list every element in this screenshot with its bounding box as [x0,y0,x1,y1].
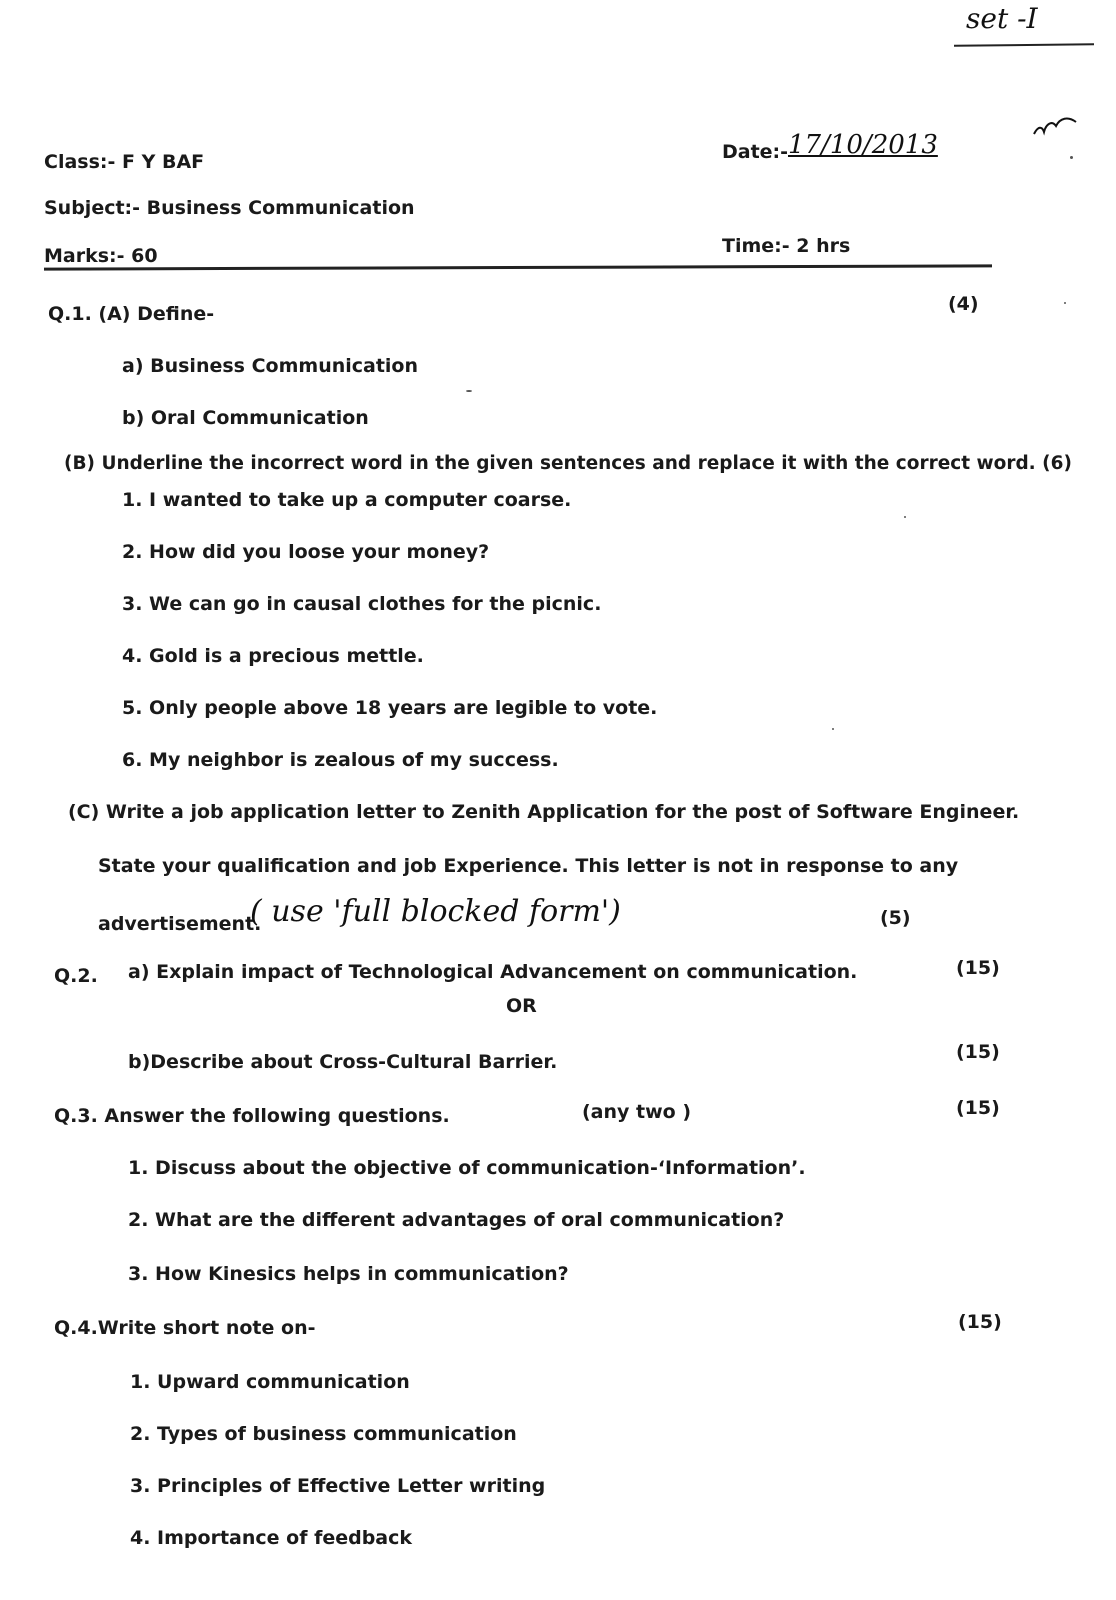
q1-c-marks: (5) [880,907,911,929]
subject-label: Subject:- Business Communication [44,197,415,219]
speck [1070,156,1073,159]
q4-item: 4. Importance of feedback [130,1527,413,1549]
signature-mark [1030,112,1080,142]
set-label-underline [954,43,1094,46]
speck [832,728,834,730]
q4-item: 3. Principles of Effective Letter writing [130,1475,546,1497]
q1-b-item: 1. I wanted to take up a computer coarse. [122,489,572,511]
class-label: Class:- F Y BAF [44,151,205,173]
q4-marks: (15) [958,1311,1002,1333]
q2-a: a) Explain impact of Technological Advancement on communication. [128,961,858,983]
q1-b-item: 4. Gold is a precious mettle. [122,645,424,667]
q1-c-handnote: ( use 'full blocked form') [250,894,621,929]
q3-marks: (15) [956,1097,1000,1119]
speck [904,516,906,518]
q1-a-marks: (4) [948,293,979,315]
time-label: Time:- 2 hrs [722,235,851,257]
q4-item: 2. Types of business communication [130,1423,517,1445]
q1-a-item: a) Business Communication [122,355,419,377]
q4-item: 1. Upward communication [130,1371,410,1393]
q1-c-line: (C) Write a job application letter to Zenith Application for the post of Software Engineer. [68,801,1020,823]
q1-b-item: 5. Only people above 18 years are legible to vote. [122,697,658,719]
q2-b: b)Describe about Cross-Cultural Barrier. [128,1051,558,1073]
q1-a-item: b) Oral Communication [122,407,369,429]
date-label: Date:- [722,141,789,163]
set-label: set -I [966,2,1038,35]
header-divider [44,264,992,270]
q2-b-marks: (15) [956,1041,1000,1063]
speck [466,390,472,392]
q3-item: 2. What are the different advantages of oral communication? [128,1209,785,1231]
q1-b-heading: (B) Underline the incorrect word in the given sentences and replace it with the correct word. (6) [64,453,1072,474]
q3-heading: Q.3. Answer the following questions. [54,1105,450,1127]
speck [1064,302,1066,304]
q3-item: 3. How Kinesics helps in communication? [128,1263,569,1285]
q1-b-item: 2. How did you loose your money? [122,541,490,563]
q2-a-marks: (15) [956,957,1000,979]
q1-b-item: 3. We can go in causal clothes for the picnic. [122,593,602,615]
q2-or: OR [506,995,537,1017]
q3-choice: (any two ) [582,1101,692,1123]
q1-c-line: advertisement. [98,913,262,935]
date-value: 17/10/2013 [788,130,938,160]
q3-item: 1. Discuss about the objective of communication-‘Information’. [128,1157,806,1179]
q2-label: Q.2. [54,965,98,987]
marks-label: Marks:- 60 [44,245,158,267]
q1-c-line: State your qualification and job Experience. This letter is not in response to any [98,855,959,877]
q1-a-heading: Q.1. (A) Define- [48,303,215,325]
q4-heading: Q.4.Write short note on- [54,1317,316,1339]
q1-b-item: 6. My neighbor is zealous of my success. [122,749,559,771]
